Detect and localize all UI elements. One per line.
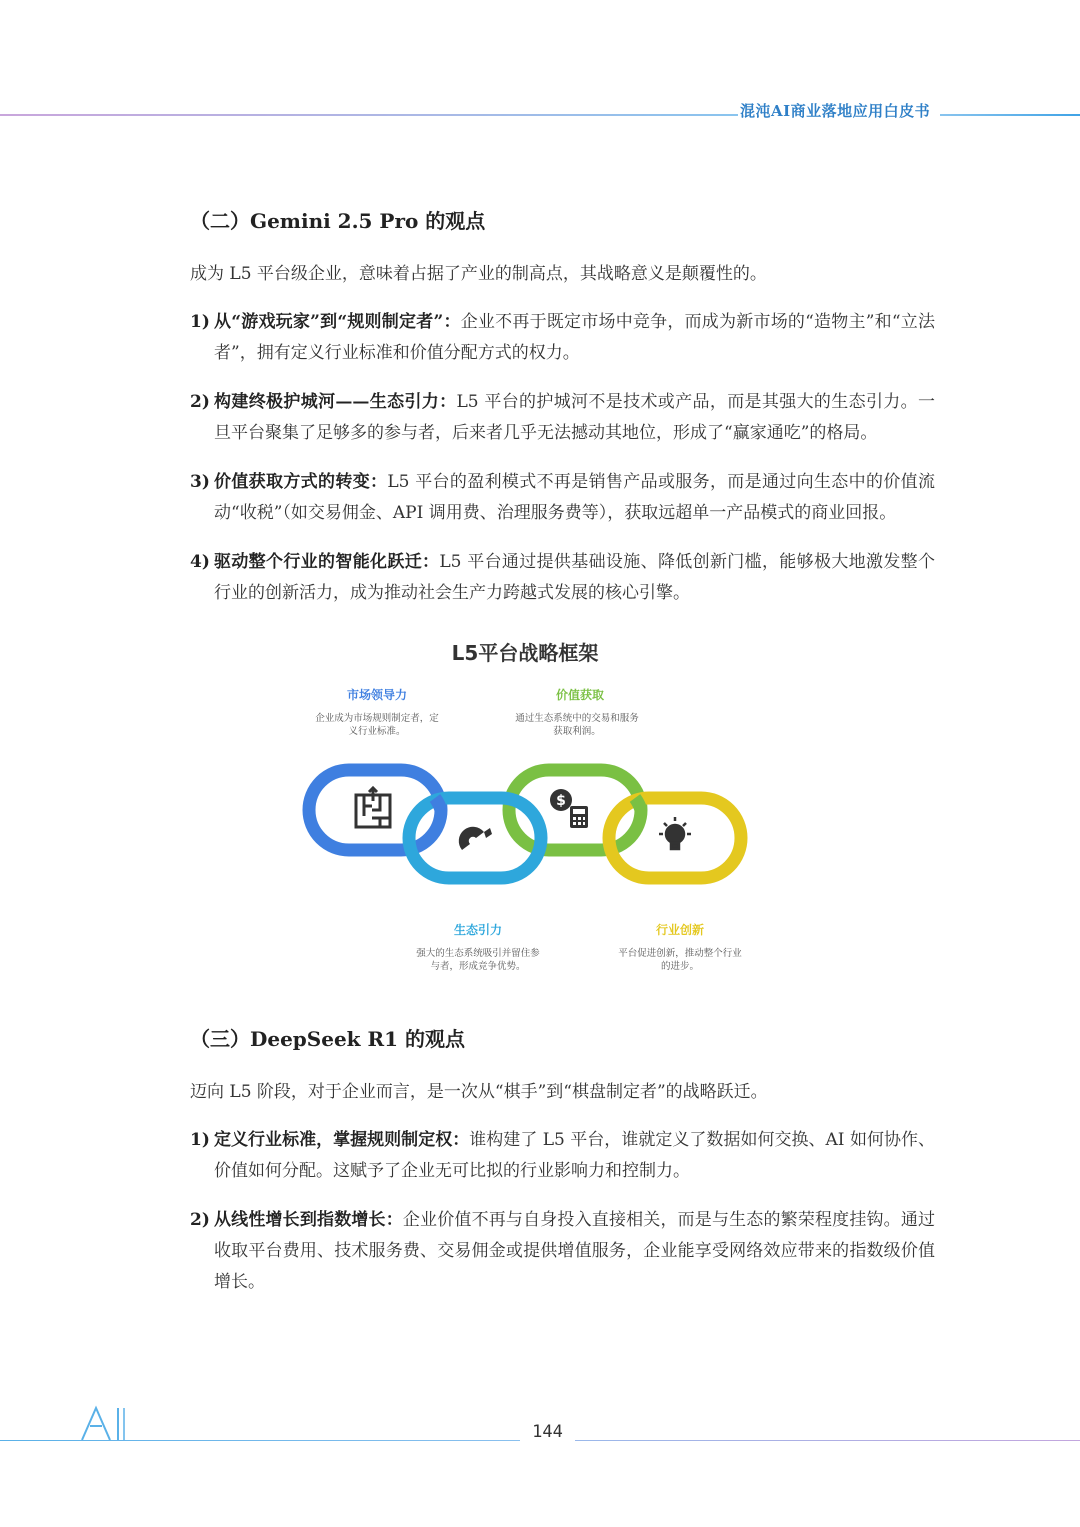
list-item [190, 387, 935, 449]
list-item-body: L5 平台的护城河不是技术或产品，而是其强大的生态引力。一旦平台聚集了足够多的参与者，后来者几乎无法撼动其地位，形成了“赢家通吃”的格局。 [214, 392, 935, 443]
node-label-market-leadership [297, 686, 457, 703]
section-title-deepseek: （三）DeepSeek R1 的观点 [190, 1027, 465, 1051]
list-item-body: 谁构建了 L5 平台，谁就定义了数据如何交换、AI 如何协作、价值如何分配。这赋予了企业无可比拟的行业影响力和控制力。 [214, 1130, 936, 1181]
magnet-icon [459, 827, 492, 850]
footer-rule-left [0, 1440, 520, 1441]
node-label-text: 行业创新 [655, 923, 704, 937]
list-item-heading: 定义行业标准，掌握规则制定权： [214, 1130, 470, 1150]
list-item-heading: 从“游戏玩家”到“规则制定者”： [214, 312, 461, 332]
document-title: 混沌AI商业落地应用白皮书 [740, 102, 931, 120]
list-item [190, 307, 935, 369]
node-desc-market-leadership: 企业成为市场规则制定者，定义行业标准。 [315, 713, 439, 737]
list-item-number: 4) [190, 552, 210, 572]
list-item-heading: 价值获取方式的转变： [214, 472, 388, 492]
ai-logo [80, 1404, 130, 1444]
list-item-number: 3) [190, 472, 210, 492]
list-item-text [214, 1125, 935, 1187]
list-item-number: 1) [190, 312, 210, 332]
node-label-text: 价值获取 [555, 688, 604, 702]
figure-title: L5平台战略框架 [451, 641, 599, 665]
ai-logo-text: AI [80, 1404, 82, 1405]
list-item [190, 1125, 935, 1187]
list-item-text [214, 307, 935, 369]
list-item-number: 2) [190, 1210, 210, 1230]
list-item-number: 1) [190, 1130, 210, 1150]
node-label-text: 生态引力 [453, 923, 502, 937]
list-item-number: 2) [190, 392, 210, 412]
list-item-text [214, 1205, 935, 1298]
node-desc-value-capture: 通过生态系统中的交易和服务获取利润。 [515, 713, 639, 737]
list-item-text [214, 547, 935, 609]
header-rule-left [0, 114, 738, 116]
list-item-heading: 从线性增长到指数增长： [214, 1210, 403, 1230]
page-content [190, 205, 935, 1298]
strategy-framework-figure [190, 623, 935, 1023]
list-item-text [214, 467, 935, 529]
list-item-body: 企业价值不再与自身投入直接相关，而是与生态的繁荣程度挂钩。通过收取平台费用、技术服务费、交易佣金或提供增值服务，企业能享受网络效应带来的指数级价值增长。 [214, 1210, 936, 1292]
list-item [190, 467, 935, 529]
node-label-industry-innovation [600, 921, 760, 938]
list-item-heading: 构建终极护城河——生态引力： [214, 392, 457, 412]
chain-links-diagram [300, 758, 760, 893]
list-item-heading: 驱动整个行业的智能化跃迁： [214, 552, 440, 572]
node-label-ecosystem-gravity [398, 921, 558, 938]
lightbulb-icon [659, 817, 691, 849]
list-item-body: 企业不再于既定市场中竞争，而成为新市场的“造物主”和“立法者”，拥有定义行业标准和价值分配方式的权力。 [214, 312, 935, 363]
svg-text:$: $ [556, 793, 566, 809]
list-item-body: L5 平台通过提供基础设施、降低创新门槛，能够极大地激发整个行业的创新活力，成为推动社会生产力跨越式发展的核心引擎。 [214, 552, 936, 603]
header-rule-right [940, 114, 1080, 116]
page-number: 144 [532, 1422, 563, 1442]
node-desc-ecosystem-gravity: 强大的生态系统吸引并留住参与者，形成竞争优势。 [416, 948, 540, 972]
node-label-text: 市场领导力 [346, 688, 407, 702]
list-item [190, 547, 935, 609]
section-lead-deepseek: 迈向 L5 阶段，对于企业而言，是一次从“棋手”到“棋盘制定者”的战略跃迁。 [190, 1082, 768, 1102]
list-item-body: L5 平台的盈利模式不再是销售产品或服务，而是通过向生态中的价值流动“收税”（如交易佣金、API 调用费、治理服务费等），获取远超单一产品模式的商业回报。 [214, 472, 935, 523]
node-label-value-capture [500, 686, 660, 703]
section-title-gemini: （二）Gemini 2.5 Pro 的观点 [190, 209, 486, 233]
list-item [190, 1205, 935, 1298]
footer-rule-right [575, 1440, 1080, 1441]
node-desc-industry-innovation: 平台促进创新，推动整个行业的进步。 [618, 948, 742, 972]
dollar-calculator-icon [550, 789, 588, 828]
maze-icon [356, 788, 390, 827]
list-item-text [214, 387, 935, 449]
section-lead-gemini: 成为 L5 平台级企业，意味着占据了产业的制高点，其战略意义是颠覆性的。 [190, 264, 767, 284]
